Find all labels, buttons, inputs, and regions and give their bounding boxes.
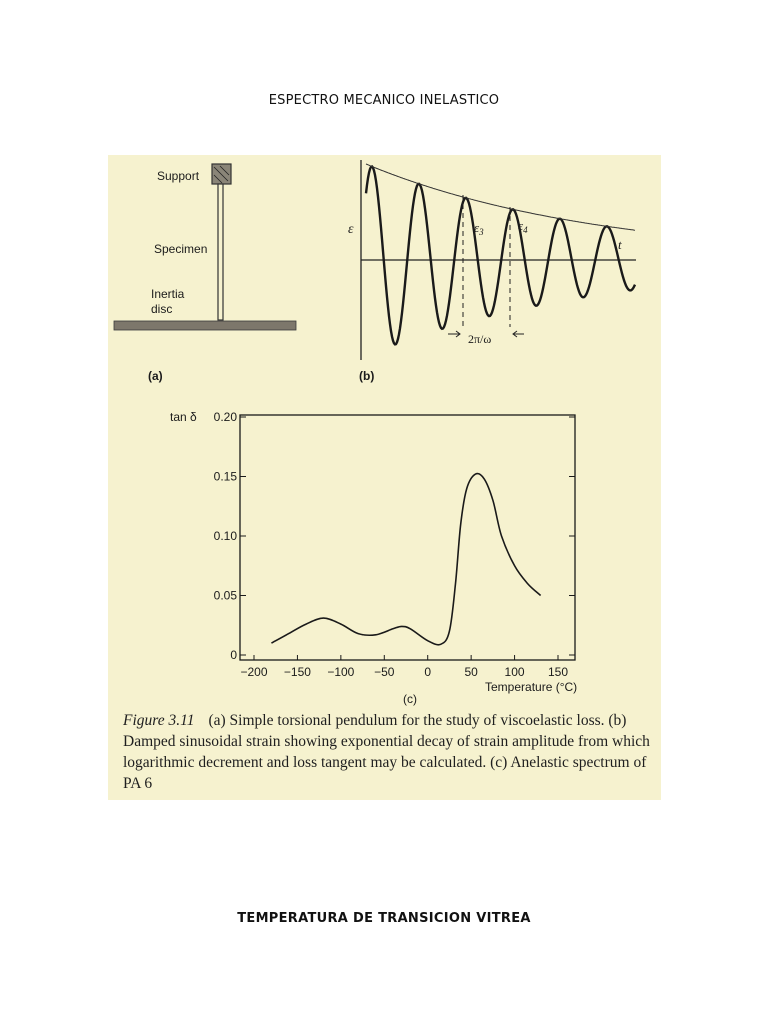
t-label: t xyxy=(618,237,622,252)
scanned-figure xyxy=(108,155,661,800)
x-axis-label: Temperature (°C) xyxy=(485,680,578,694)
x-tick-label: 100 xyxy=(504,665,525,679)
x-tick-label: −50 xyxy=(374,665,395,679)
y-axis-label: tan δ xyxy=(170,410,197,424)
plot-frame xyxy=(240,415,575,660)
damped-oscillation-plot xyxy=(361,160,636,360)
y-tick-label: 0.10 xyxy=(213,529,237,543)
x-tick-group xyxy=(240,655,568,679)
decay-envelope xyxy=(366,164,635,230)
y-tick-label: 0.15 xyxy=(213,469,237,484)
y-tick-label: 0.05 xyxy=(213,588,237,603)
inertia-disc xyxy=(114,321,296,330)
panel-c-label: (c) xyxy=(403,692,417,706)
epsilon-label: ε xyxy=(348,222,354,237)
x-tick-label: 150 xyxy=(547,665,569,679)
y-tick-label: 0.20 xyxy=(213,410,237,424)
specimen-rod xyxy=(218,184,223,320)
anelastic-spectrum-chart xyxy=(214,410,575,679)
figure-caption xyxy=(123,710,653,794)
x-tick-label: −200 xyxy=(240,665,268,679)
support-label: Support xyxy=(157,169,200,183)
y-tick-label: 0 xyxy=(230,648,237,662)
caption-figure-label: Figure 3.11 xyxy=(123,712,195,729)
panel-b-label: (b) xyxy=(359,369,375,383)
e3-label: $\varepsilon_3$ xyxy=(474,220,484,237)
x-tick-label: −100 xyxy=(327,665,355,679)
caption-text: (a) Simple torsional pendulum for the study of viscoelastic loss. (b) Damped sinusoidal strain showing exponential decay of strain amplitude from which logarithmic decrement and loss tangent may be calculated. (c) Anelastic spectrum of PA 6 xyxy=(123,712,650,792)
panel-a-label: (a) xyxy=(148,369,163,383)
figure-graphics xyxy=(108,155,661,800)
specimen-label: Specimen xyxy=(154,242,208,256)
y-tick-group xyxy=(214,410,575,662)
page-heading: ESPECTRO MECANICO INELASTICO xyxy=(268,93,500,108)
tan-delta-curve xyxy=(271,474,540,645)
inertia-label-line2: disc xyxy=(151,302,173,316)
inertia-label-line1: Inertia xyxy=(151,287,185,301)
section-heading: TEMPERATURA DE TRANSICION VITREA xyxy=(237,911,531,926)
x-tick-label: 0 xyxy=(424,665,432,679)
x-tick-label: 50 xyxy=(464,665,478,679)
period-label: 2π/ω xyxy=(468,332,492,346)
e4-label: $\varepsilon_4$ xyxy=(518,218,528,235)
period-arrow-left xyxy=(448,331,460,337)
x-tick-label: −150 xyxy=(283,665,311,679)
strain-wave xyxy=(366,167,635,345)
period-arrow-right xyxy=(513,331,524,337)
